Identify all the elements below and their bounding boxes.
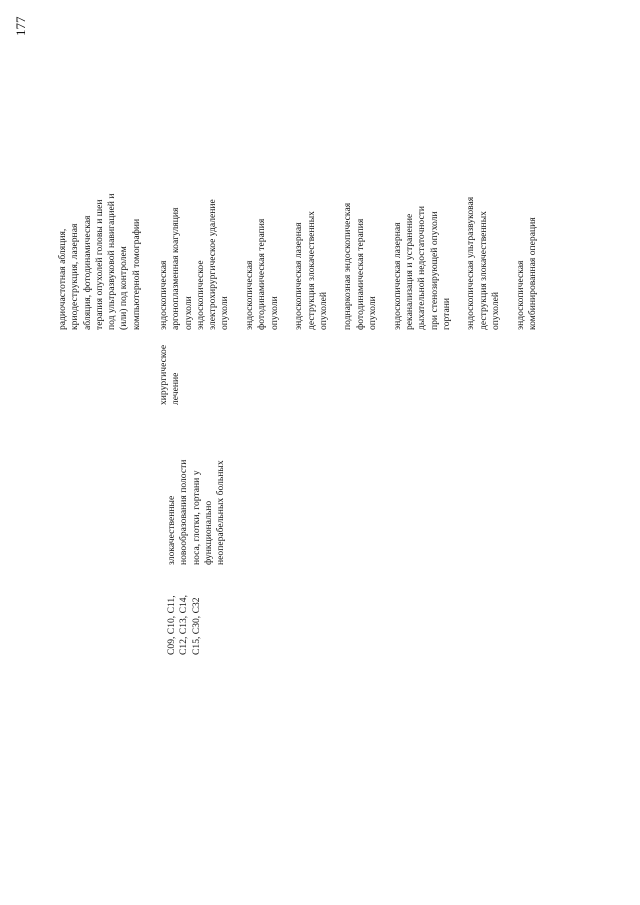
method-line: фотодинамическая терапия	[354, 218, 366, 330]
spacer	[330, 197, 342, 330]
method-line: фотодинамическая терапия	[256, 218, 268, 330]
method-line: эндоскопическая лазерная	[293, 222, 305, 330]
method-line: абляция, фотодинамическая	[81, 215, 93, 330]
icd-code-line: C12, C13, C14,	[178, 595, 190, 655]
spacer	[502, 197, 514, 330]
method-line: аргоноплазменная коагуляция	[170, 207, 182, 330]
method-line: эндоскопическая лазерная	[391, 222, 403, 330]
method-line: опухоли	[182, 296, 194, 330]
method-line: при стенозирующей опухоли	[428, 211, 440, 330]
method-line: деструкция злокачественных	[477, 211, 489, 330]
method-line: радиочастотная абляция,	[57, 228, 68, 330]
method-line: эндоскопическая ультразвуковая	[465, 196, 477, 330]
diagnosis-line: новообразования полости	[178, 459, 190, 565]
method-line: дыхательной недостаточности	[416, 205, 428, 330]
spacer	[281, 197, 293, 330]
method-line: гортани	[440, 298, 452, 330]
spacer	[453, 197, 465, 330]
spacer	[232, 197, 244, 330]
diagnosis-cell	[166, 460, 227, 565]
page-number: 177	[13, 16, 28, 36]
method-line: опухоли	[367, 296, 379, 330]
method-line: электрохирургическое удаление	[207, 199, 219, 330]
method-line: опухоли	[268, 296, 280, 330]
method-line: опухолей	[490, 291, 502, 330]
method-line: деструкция злокачественных	[305, 211, 317, 330]
method-line: опухоли	[219, 296, 231, 330]
treatment-type-line: лечение	[170, 372, 182, 405]
treatment-type-cell	[158, 345, 183, 405]
method-line: опухолей	[317, 291, 329, 330]
method-line: реканализация и устранение	[403, 213, 415, 330]
method-line: компьютерной томографии	[130, 218, 142, 330]
diagnosis-line: неоперабельных больных	[215, 460, 227, 565]
method-line: эндоскопическая	[158, 260, 169, 330]
icd-code-line: C09, C10, C11,	[166, 595, 177, 655]
method-line: под ультразвуковой навигацией и	[106, 193, 118, 330]
method-line: эндоскопическая	[244, 260, 256, 330]
method-line: криодеструкция, лазерная	[69, 223, 81, 330]
method-line: эндоскопическая	[514, 260, 526, 330]
diagnosis-line: функционально	[202, 500, 214, 565]
methods-list-cell	[158, 197, 539, 330]
method-line: комбинированная операция	[526, 217, 538, 330]
methods-top-cell	[57, 194, 143, 330]
icd-codes-cell	[166, 595, 203, 655]
method-line: терапия опухолей головы и шеи	[93, 199, 105, 330]
diagnosis-line: злокачественные	[166, 495, 177, 565]
method-line: эндоскопическое	[194, 260, 206, 330]
diagnosis-line: носа, глотки, гортани у	[190, 470, 202, 565]
icd-code-line: C15, C30, C32	[190, 597, 202, 655]
treatment-type-line: хирургическое	[158, 344, 169, 405]
method-line: поднаркозная эндоскопическая	[342, 202, 354, 330]
spacer	[379, 197, 391, 330]
method-line: (или) под контролем	[118, 246, 130, 330]
